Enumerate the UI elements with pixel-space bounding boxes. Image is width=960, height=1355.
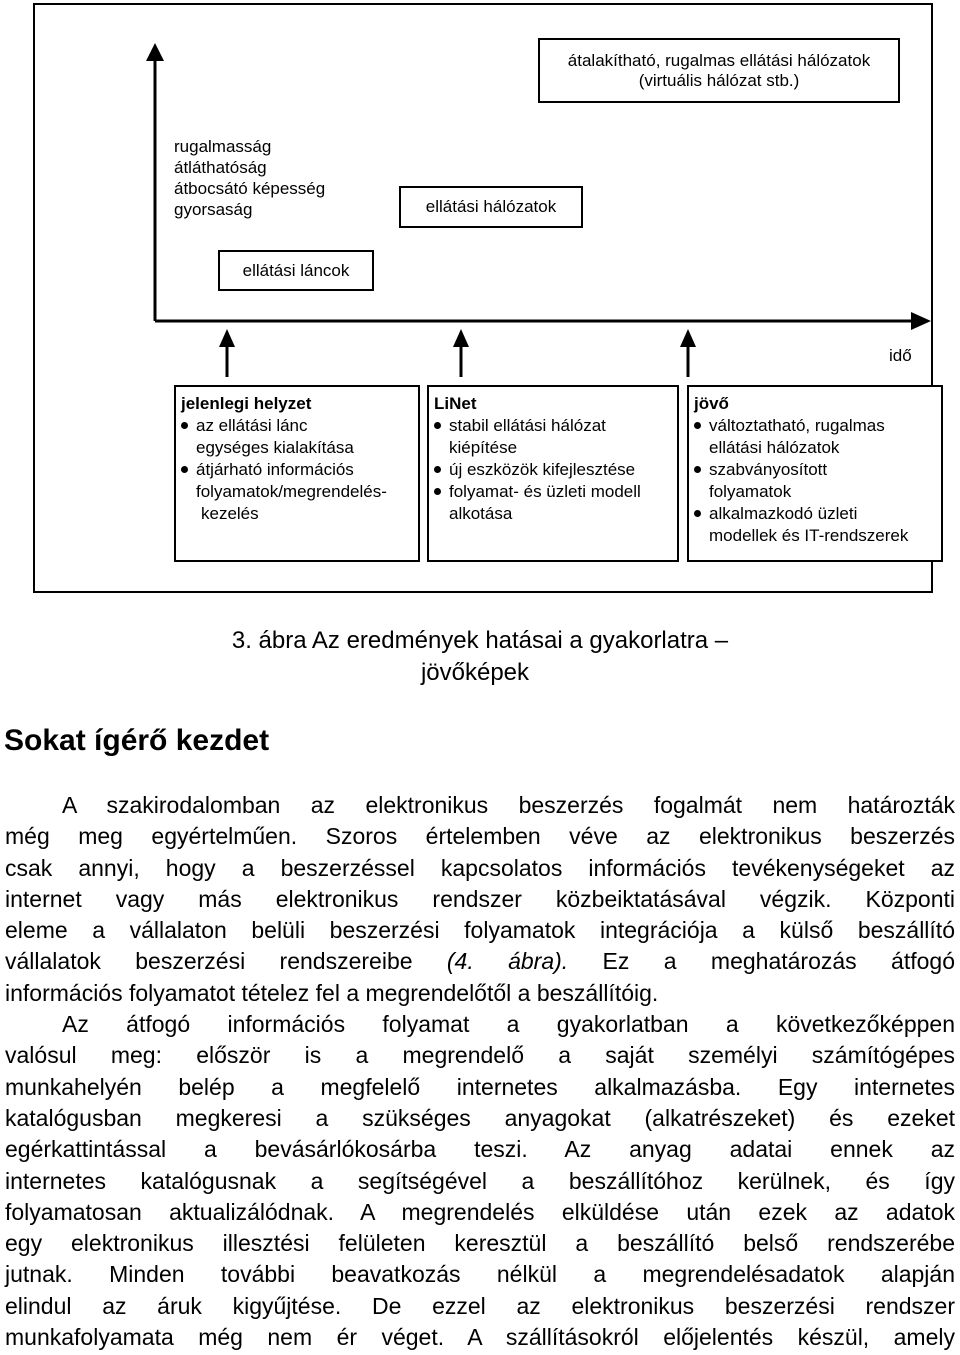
stage-bullet	[181, 415, 414, 459]
stage-title: jelenlegi helyzet	[181, 394, 312, 413]
supply-networks-box	[399, 186, 583, 228]
bullet-line: alkalmazkodó üzleti	[709, 504, 858, 523]
paragraph-line: még meg egyértelműen. Szoros értelemben véve az elektronikus beszerzés	[5, 823, 955, 850]
stage-arrow-future-head	[680, 329, 696, 347]
time-axis-arrowhead	[911, 312, 931, 330]
virtual-networks-line2: (virtuális hálózat stb.)	[638, 70, 800, 90]
stage-bullet	[181, 459, 414, 525]
stage-bullet	[434, 459, 673, 481]
virtual-networks-box	[538, 38, 900, 103]
paragraph-line: jutnak. Minden további beavatkozás nélkül a megrendelésadatok alapján	[5, 1261, 955, 1288]
paragraph-text: Ez a meghatározás átfogó	[568, 948, 955, 975]
stage-arrow-linet-head	[453, 329, 469, 347]
bullet-line: folyamatok	[709, 482, 792, 501]
future-vision-diagram	[33, 3, 933, 593]
time-axis-label: idő	[889, 346, 912, 365]
paragraph-text: vállalatok beszerzési rendszereibe	[5, 948, 447, 975]
supply-chains-label: ellátási láncok	[242, 260, 350, 280]
stage-linet	[427, 385, 679, 562]
bullet-line: kezelés	[201, 504, 259, 523]
figure-caption	[0, 625, 960, 689]
paragraph-line	[5, 946, 955, 977]
bullet-line: ellátási hálózatok	[709, 438, 840, 457]
caption-line2: jövőképek	[420, 659, 530, 686]
stage-title: jövő	[694, 394, 729, 413]
stage-bullet	[694, 415, 937, 459]
paragraph-line: eleme a vállalaton belüli beszerzési folyamatok integrációja a külső beszállító	[5, 917, 955, 944]
paragraph-line: Az átfogó információs folyamat a gyakorlatban a következőképpen	[62, 1011, 955, 1038]
bullet-line: átjárható információs	[196, 460, 354, 479]
paragraph-line: információs folyamatot tételez fel a megrendelőtől a beszállítóig.	[5, 979, 659, 1006]
bullet-line: folyamat- és üzleti modell	[449, 482, 641, 501]
paragraph-line: elindul az áruk kigyűjtése. De ezzel az elektronikus beszerzési rendszer	[5, 1292, 955, 1319]
stage-bullet	[434, 481, 673, 525]
bullet-line: kiépítése	[449, 438, 518, 457]
y-axis-label: átbocsátó képesség	[174, 179, 326, 198]
section-heading: Sokat ígérő kezdet	[4, 724, 270, 757]
paragraph-line: folyamatosan aktualizálódnak. A megrendelés elküldése után ezek az adatok	[5, 1198, 955, 1225]
bullet-line: modellek és IT-rendszerek	[709, 526, 909, 545]
bullet-line: folyamatok/megrendelés-	[196, 482, 387, 501]
bullet-line: változtatható, rugalmas	[709, 416, 885, 435]
paragraph-line: munkafolyamata még nem ér véget. A szállításokról előjelentés készül, amely	[5, 1324, 955, 1351]
bullet-line: alkotása	[449, 504, 513, 523]
paragraph-line: katalógusban megkeresi a szükséges anyagokat (alkatrészeket) és ezeket	[5, 1104, 955, 1131]
y-axis-arrowhead	[146, 43, 164, 61]
stage-future	[687, 385, 943, 562]
supply-networks-label: ellátási hálózatok	[425, 197, 557, 216]
stage-title: LiNet	[434, 394, 477, 413]
bullet-line: az ellátási lánc	[196, 416, 308, 435]
y-axis-labels	[174, 136, 325, 220]
caption-line1: 3. ábra Az eredmények hatásai a gyakorlatra –	[231, 627, 729, 654]
figure-reference: (4. ábra).	[446, 948, 569, 975]
body-text	[5, 790, 955, 1353]
stage-bullet	[434, 415, 673, 459]
y-axis-label: rugalmasság	[174, 137, 272, 156]
virtual-networks-line1: átalakítható, rugalmas ellátási hálózatok	[567, 50, 871, 70]
y-axis-label: gyorsaság	[174, 200, 253, 219]
paragraph-line: egérkattintással a bevásárlókosárba teszi. Az anyag adatai ennek az	[5, 1136, 955, 1163]
y-axis-label: átláthatóság	[174, 158, 267, 177]
bullet-line: új eszközök kifejlesztése	[449, 460, 636, 479]
stage-current-situation	[174, 385, 420, 562]
paragraph-line: A szakirodalomban az elektronikus beszerzés fogalmát nem határozták	[62, 792, 955, 818]
paragraph-line: csak annyi, hogy a beszerzéssel kapcsolatos információs tevékenységeket az	[5, 854, 955, 881]
paragraph-line: internetes katalógusnak a segítségével a beszállítóhoz kerülnek, és így	[5, 1167, 955, 1194]
paragraph-line: egy elektronikus illesztési felületen keresztül a beszállító belső rendszerébe	[5, 1230, 955, 1257]
stage-bullet	[694, 503, 937, 547]
supply-chains-box	[218, 250, 374, 291]
paragraph-line: internet vagy más elektronikus rendszer közbeiktatásával végzik. Központi	[5, 885, 955, 912]
stage-arrow-current-head	[219, 329, 235, 347]
bullet-line: szabványosított	[709, 460, 828, 479]
paragraph-line: munkahelyén belép a megfelelő internetes alkalmazásba. Egy internetes	[5, 1073, 955, 1100]
bullet-line: stabil ellátási hálózat	[449, 416, 606, 435]
stage-bullet	[694, 459, 937, 503]
paragraph-line: valósul meg: először is a megrendelő a saját személyi számítógépes	[5, 1042, 955, 1069]
bullet-line: egységes kialakítása	[196, 438, 354, 457]
